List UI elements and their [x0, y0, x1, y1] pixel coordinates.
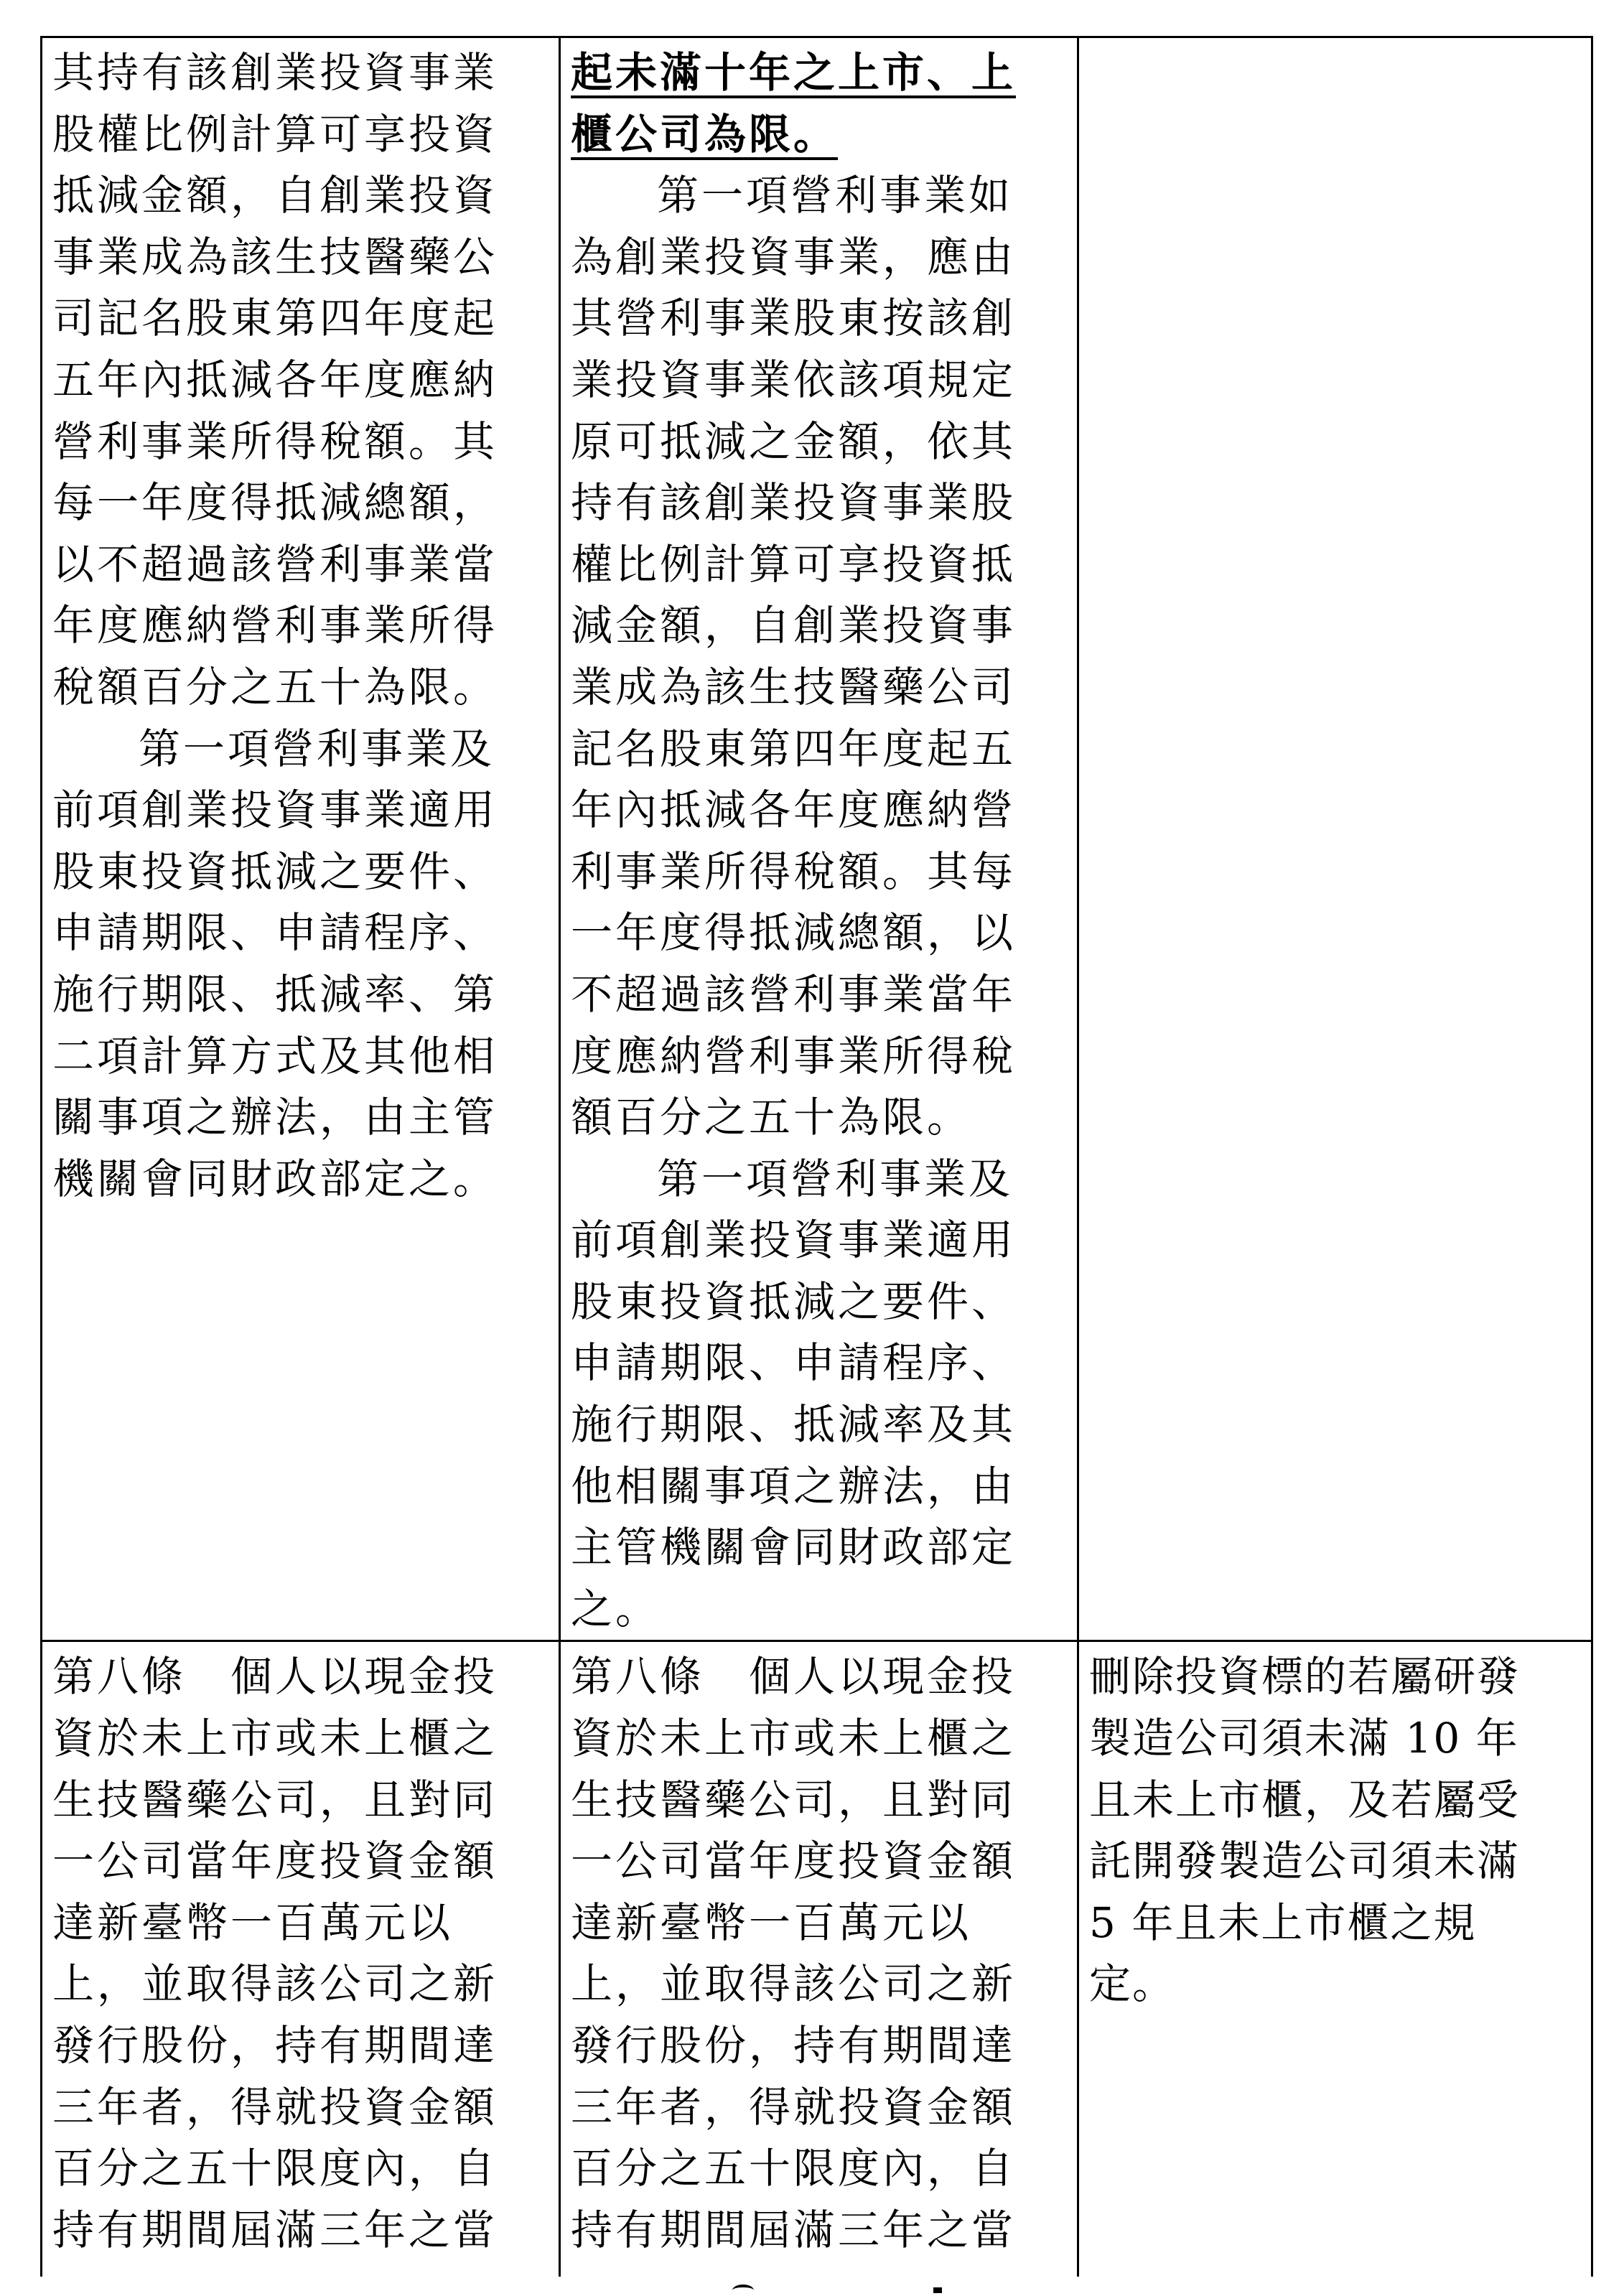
- text-line: 上，並取得該公司之新: [52, 1959, 498, 2009]
- text-line: 定。: [1089, 1959, 1176, 2009]
- text-line: 業成為該生技醫藥公司: [571, 662, 1017, 711]
- text-line: 第八條 個人以現金投: [571, 1652, 1017, 1702]
- text-line: 司記名股東第四年度起: [52, 294, 498, 343]
- text-line: 利事業所得稅額。其每: [571, 846, 1017, 896]
- text-line: 權比例計算可享投資抵: [571, 539, 1017, 589]
- text-line: 施行期限、抵減率及其: [571, 1400, 1017, 1450]
- text-line: 持有期間屆滿三年之當: [52, 2205, 498, 2254]
- text-line: 刪除投資標的若屬研發: [1089, 1652, 1521, 1702]
- text-line: 股東投資抵減之要件、: [52, 846, 498, 896]
- cell-current-text: [560, 37, 1078, 1641]
- text-line: 資於未上市或未上櫃之: [571, 1714, 1017, 1763]
- text-line: 股權比例計算可享投資: [52, 109, 498, 159]
- text-line: 為創業投資事業，應由: [571, 232, 1017, 281]
- text-line: 5 年且未上市櫃之規: [1089, 1898, 1477, 1947]
- text-line: 第一項營利事業及: [139, 724, 495, 773]
- text-line: 前項創業投資事業適用: [52, 785, 498, 835]
- text-line: 五年內抵減各年度應納: [52, 355, 498, 404]
- text-line-underlined: [571, 42, 1067, 104]
- text-line: 其持有該創業投資事業: [52, 48, 498, 97]
- text-line: 託開發製造公司須未滿: [1089, 1837, 1521, 1886]
- text-line: 製造公司須未滿 10 年: [1089, 1714, 1519, 1763]
- text-line: 抵減金額，自創業投資: [52, 171, 498, 220]
- text-line: 股東投資抵減之要件、: [571, 1277, 1017, 1326]
- table-row: [42, 37, 1592, 1641]
- text-line: 機關會同財政部定之。: [52, 1154, 498, 1203]
- text-line: 主管機關會同財政部定: [571, 1523, 1017, 1572]
- cell-amended-text: [42, 37, 560, 1641]
- text-line: 度應納營利事業所得稅: [571, 1031, 1017, 1081]
- text-line-underlined: [571, 104, 1067, 166]
- page-bottom-mark: [933, 2287, 942, 2293]
- text-line: 年度應納營利事業所得: [52, 601, 498, 650]
- comparison-table: [40, 36, 1593, 2277]
- text-line: 持有期間屆滿三年之當: [571, 2205, 1017, 2254]
- text-line: 前項創業投資事業適用: [571, 1215, 1017, 1265]
- text-line: 事業成為該生技醫藥公: [52, 232, 498, 281]
- text-line: 原可抵減之金額，依其: [571, 416, 1017, 466]
- text-line: 持有該創業投資事業股: [571, 478, 1017, 528]
- text-line: 額百分之五十為限。: [571, 1093, 972, 1142]
- text-line: 記名股東第四年度起五: [571, 724, 1017, 773]
- underlined-text: 起未滿十年之上市、上: [571, 48, 1017, 97]
- text-line: 且未上市櫃，及若屬受: [1089, 1775, 1521, 1824]
- text-line: 他相關事項之辦法，由: [571, 1461, 1017, 1511]
- text-line: 發行股份，持有期間達: [52, 2021, 498, 2070]
- cell-explanation: [1078, 1641, 1592, 2277]
- text-line: 三年者，得就投資金額: [52, 2082, 498, 2132]
- table-row: [42, 1641, 1592, 2277]
- text-line: 達新臺幣一百萬元以: [52, 1898, 454, 1947]
- text-line: 申請期限、申請程序、: [52, 908, 498, 958]
- text-line: 一公司當年度投資金額: [52, 1837, 498, 1886]
- text-line: 三年者，得就投資金額: [571, 2082, 1017, 2132]
- cell-explanation: [1078, 37, 1592, 1641]
- text-line: 每一年度得抵減總額，: [52, 478, 498, 528]
- text-line: 生技醫藥公司，且對同: [571, 1775, 1017, 1824]
- text-line: 第一項營利事業如: [657, 171, 1014, 220]
- text-line: 申請期限、申請程序、: [571, 1338, 1017, 1388]
- text-line: 發行股份，持有期間達: [571, 2021, 1017, 2070]
- text-line: 二項計算方式及其他相: [52, 1031, 498, 1081]
- page-bottom-mark: [732, 2285, 754, 2296]
- text-line: 生技醫藥公司，且對同: [52, 1775, 498, 1824]
- text-line: 減金額，自創業投資事: [571, 601, 1017, 650]
- text-line: 上，並取得該公司之新: [571, 1959, 1017, 2009]
- text-line: 以不超過該營利事業當: [52, 539, 498, 589]
- text-line: 第一項營利事業及: [657, 1154, 1014, 1203]
- text-line: 一年度得抵減總額，以: [571, 908, 1017, 958]
- cell-current-text: [560, 1641, 1078, 2277]
- text-line: 施行期限、抵減率、第: [52, 969, 498, 1019]
- text-line: 資於未上市或未上櫃之: [52, 1714, 498, 1763]
- text-line: 稅額百分之五十為限。: [52, 662, 498, 711]
- text-line: 一公司當年度投資金額: [571, 1837, 1017, 1886]
- text-line: 不超過該營利事業當年: [571, 969, 1017, 1019]
- text-line: 營利事業所得稅額。其: [52, 416, 498, 466]
- underlined-text: 櫃公司為限。: [571, 109, 839, 159]
- text-line: 關事項之辦法，由主管: [52, 1093, 498, 1142]
- text-line: 年內抵減各年度應納營: [571, 785, 1017, 835]
- text-line: 百分之五十限度內，自: [571, 2144, 1017, 2193]
- text-line: 百分之五十限度內，自: [52, 2144, 498, 2193]
- cell-amended-text: [42, 1641, 560, 2277]
- text-line: 第八條 個人以現金投: [52, 1652, 498, 1702]
- text-line: 業投資事業依該項規定: [571, 355, 1017, 404]
- text-line: 達新臺幣一百萬元以: [571, 1898, 972, 1947]
- text-line: 其營利事業股東按該創: [571, 294, 1017, 343]
- text-line: 之。: [571, 1584, 661, 1633]
